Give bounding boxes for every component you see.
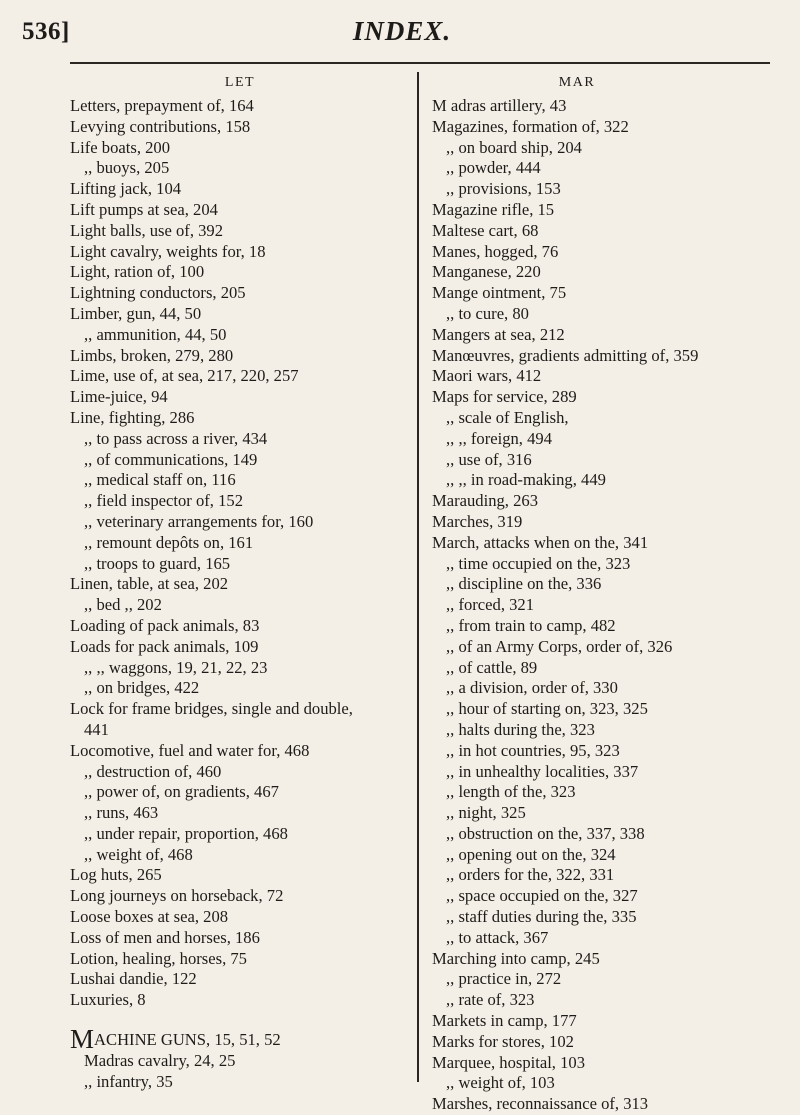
index-entry: ,, night, 325: [446, 803, 526, 823]
index-entry: Marks for stores, 102: [432, 1031, 574, 1051]
index-entry: Manes, hogged, 76: [432, 241, 559, 261]
index-entry: ,, space occupied on the, 327: [446, 886, 638, 906]
index-entry: Lifting jack, 104: [70, 179, 182, 199]
index-entry: ,, scale of English,: [446, 407, 569, 427]
index-entry: Marauding, 263: [432, 491, 538, 511]
left-column-heading: LET: [224, 75, 256, 90]
index-entry: ,, rate of, 323: [446, 990, 535, 1010]
index-entry: ,, use of, 316: [446, 449, 532, 469]
index-entry: Mange ointment, 75: [432, 283, 567, 303]
index-entry: ,, on board ship, 204: [446, 137, 582, 157]
header-rule: [70, 62, 770, 64]
index-entry: Light balls, use of, 392: [70, 220, 224, 240]
index-entry: ,, in unhealthy localities, 337: [446, 761, 639, 781]
index-entry: ,, to attack, 367: [446, 927, 549, 947]
index-entry: Long journeys on horseback, 72: [70, 886, 284, 906]
index-entry: ,, weight of, 468: [84, 844, 193, 864]
index-entry: Magazines, formation of, 322: [432, 116, 629, 136]
index-entry: ,, troops to guard, 165: [84, 553, 231, 573]
index-entry: Loss of men and horses, 186: [70, 927, 260, 947]
index-entry: ,, bed ,, 202: [84, 595, 162, 615]
index-entry: ,, forced, 321: [446, 595, 535, 615]
index-entry: ,, in hot countries, 95, 323: [446, 740, 620, 760]
right-column-heading: MAR: [558, 75, 596, 90]
index-entry: ,, runs, 463: [84, 803, 159, 823]
index-entry: ,, orders for the, 322, 331: [446, 865, 615, 885]
index-entry: Limber, gun, 44, 50: [70, 303, 202, 323]
index-entry: 441: [84, 719, 109, 739]
index-entry: Line, fighting, 286: [70, 407, 195, 427]
index-entry: Manganese, 220: [432, 262, 541, 282]
column-divider: [417, 72, 419, 1082]
index-entry: Levying contributions, 158: [70, 116, 251, 136]
left-entry-list: [70, 96, 410, 1011]
index-entry: ,, ,, in road-making, 449: [446, 470, 606, 490]
index-entry: ,, ammunition, 44, 50: [84, 324, 227, 344]
index-entry: Maori wars, 412: [432, 366, 542, 386]
index-entry: Marquee, hospital, 103: [432, 1052, 585, 1072]
index-entry: ,, under repair, proportion, 468: [84, 823, 288, 843]
index-entry: ,, to pass across a river, 434: [84, 428, 268, 448]
index-entry: Mangers at sea, 212: [432, 324, 565, 344]
index-entry: ,, practice in, 272: [446, 969, 562, 989]
index-entry: Loose boxes at sea, 208: [70, 907, 229, 927]
index-entry: ,, provisions, 153: [446, 179, 561, 199]
index-entry: ,, destruction of, 460: [84, 761, 222, 781]
index-entry: Letters, prepayment of, 164: [70, 96, 254, 115]
index-entry: ,, veterinary arrangements for, 160: [84, 511, 314, 531]
index-entry: Marching into camp, 245: [432, 948, 600, 968]
index-entry: Lime-juice, 94: [70, 387, 168, 407]
index-entry: ,, field inspector of, 152: [84, 491, 243, 511]
index-entry: ,, powder, 444: [446, 158, 541, 178]
section-entry-list: [70, 1051, 410, 1093]
index-entry: Marches, 319: [432, 511, 523, 531]
index-entry: ,, to cure, 80: [446, 303, 529, 323]
right-entry-list: [432, 96, 792, 1115]
section-heading-text: ACHINE GUNS, 15, 51, 52: [94, 1030, 281, 1050]
index-entry: M adras artillery, 43: [432, 96, 567, 115]
index-entry: Log huts, 265: [70, 865, 162, 885]
index-entry: Lift pumps at sea, 204: [70, 199, 218, 219]
index-entry: ,, time occupied on the, 323: [446, 553, 631, 573]
index-entry: ,, ,, foreign, 494: [446, 428, 552, 448]
index-entry: Manœuvres, gradients admitting of, 359: [432, 345, 699, 365]
index-entry: March, attacks when on the, 341: [432, 532, 649, 552]
index-entry: Life boats, 200: [70, 137, 171, 157]
section-gap: [70, 1011, 410, 1029]
index-entry: Light cavalry, weights for, 18: [70, 241, 266, 261]
index-entry: Locomotive, fuel and water for, 468: [70, 740, 310, 760]
right-column: [432, 70, 792, 1115]
index-entry: Lightning conductors, 205: [70, 283, 246, 303]
index-entry: Lime, use of, at sea, 217, 220, 257: [70, 366, 299, 386]
index-entry: ,, halts during the, 323: [446, 719, 595, 739]
index-entry: Loading of pack animals, 83: [70, 615, 260, 635]
index-entry: Light, ration of, 100: [70, 262, 205, 282]
index-entry: ,, ,, waggons, 19, 21, 22, 23: [84, 657, 268, 677]
page-number: 536]: [22, 18, 70, 45]
index-entry: ,, opening out on the, 324: [446, 844, 616, 864]
index-entry: Madras cavalry, 24, 25: [84, 1051, 236, 1071]
index-entry: ,, hour of starting on, 323, 325: [446, 699, 648, 719]
index-entry: Magazine rifle, 15: [432, 199, 555, 219]
index-entry: ,, on bridges, 422: [84, 678, 200, 698]
index-entry: ,, remount depôts on, 161: [84, 532, 254, 552]
index-entry: Limbs, broken, 279, 280: [70, 345, 234, 365]
index-entry: Luxuries, 8: [70, 990, 146, 1010]
index-entry: ,, from train to camp, 482: [446, 615, 616, 635]
section-heading: [70, 1024, 410, 1055]
index-entry: ,, buoys, 205: [84, 158, 170, 178]
running-head: INDEX.: [352, 16, 452, 46]
index-entry: ,, medical staff on, 116: [84, 470, 236, 490]
section-initial: M: [70, 1024, 95, 1055]
index-entry: ,, weight of, 103: [446, 1073, 555, 1093]
index-entry: Loads for pack animals, 109: [70, 636, 259, 656]
index-entry: ,, discipline on the, 336: [446, 574, 602, 594]
index-entry: Markets in camp, 177: [432, 1011, 577, 1031]
index-entry: ,, of cattle, 89: [446, 657, 538, 677]
index-entry: ,, staff duties during the, 335: [446, 907, 637, 927]
index-entry: Linen, table, at sea, 202: [70, 574, 229, 594]
index-entry: Marshes, reconnaissance of, 313: [432, 1094, 649, 1114]
index-entry: Maltese cart, 68: [432, 220, 539, 240]
index-entry: Maps for service, 289: [432, 387, 577, 407]
index-entry: Lotion, healing, horses, 75: [70, 948, 247, 968]
index-entry: ,, of communications, 149: [84, 449, 258, 469]
index-entry: ,, a division, order of, 330: [446, 678, 618, 698]
index-entry: Lushai dandie, 122: [70, 969, 197, 989]
page-header: [22, 14, 782, 48]
index-entry: ,, of an Army Corps, order of, 326: [446, 636, 673, 656]
index-entry: ,, infantry, 35: [84, 1071, 173, 1091]
index-entry: ,, length of the, 323: [446, 782, 576, 802]
left-column: [70, 70, 410, 1093]
index-entry: ,, power of, on gradients, 467: [84, 782, 279, 802]
index-entry: ,, obstruction on the, 337, 338: [446, 823, 645, 843]
index-entry: Lock for frame bridges, single and double,: [70, 699, 353, 719]
